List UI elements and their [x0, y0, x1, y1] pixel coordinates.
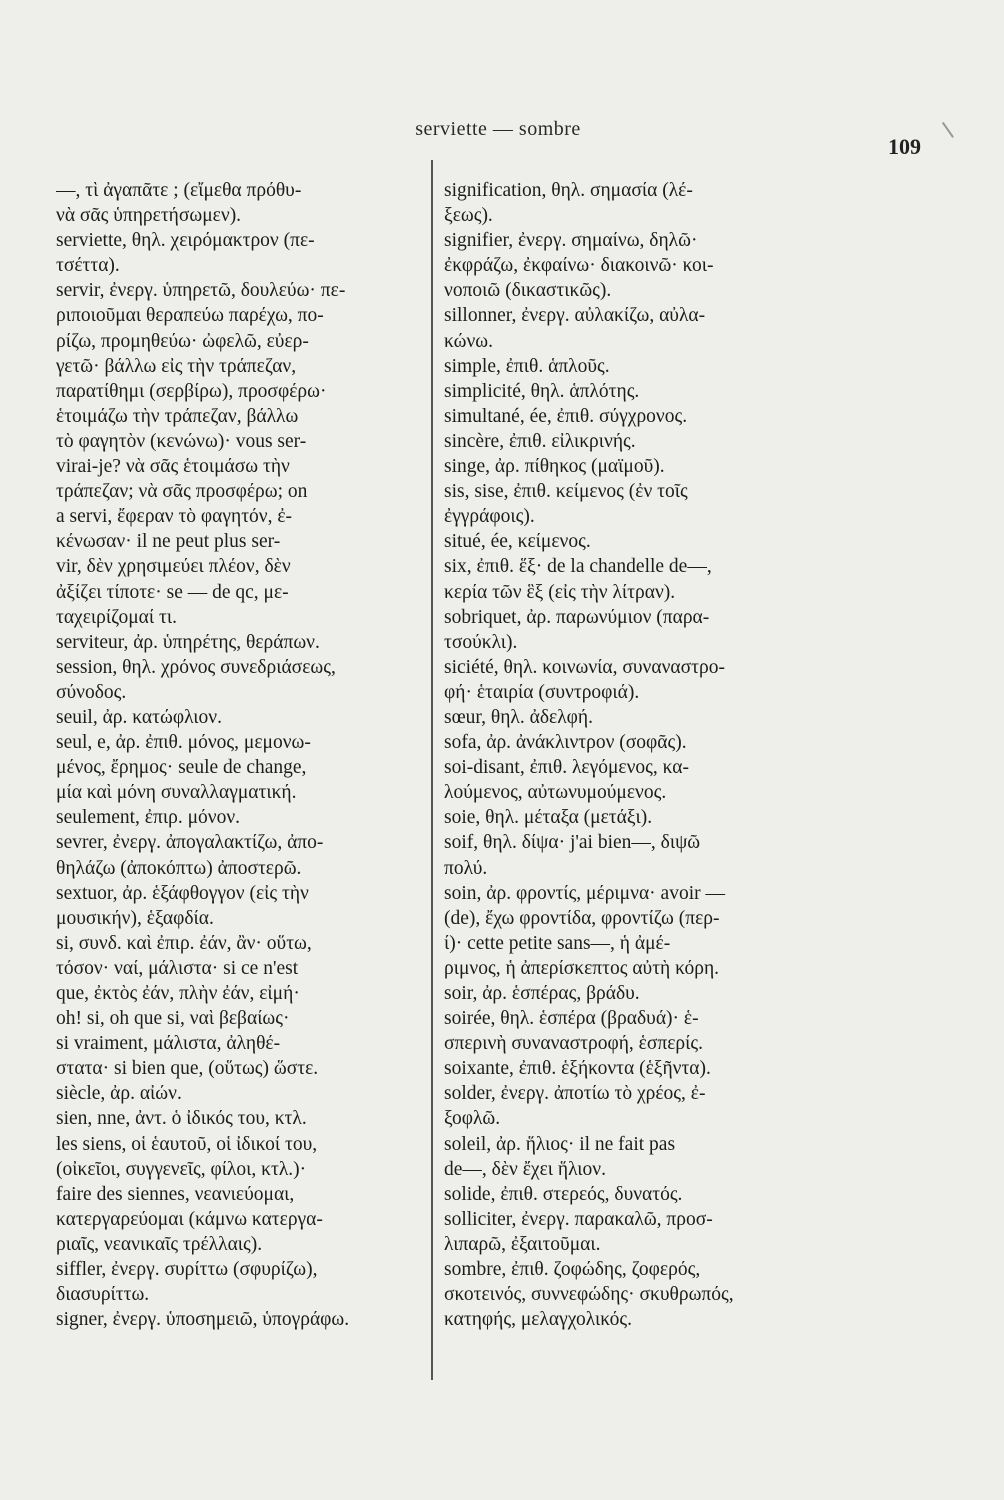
entry-line: ἀξίζει τίποτε· se — de qc, με- [56, 581, 289, 603]
entry-line: στατα· si bien que, (οὕτως) ὥστε. [56, 1058, 319, 1080]
entry-line: sextuor, ἀρ. ἑξάφθογγον (εἰς τὴν [56, 882, 309, 904]
entry-line: sillonner, ἐνεργ. αὐλακίζω, αὐλα- [444, 305, 706, 327]
entry-line: simplicité, θηλ. ἁπλότης. [444, 380, 640, 402]
entry-line: θηλάζω (ἀποκόπτω) ἀποστερῶ. [56, 857, 302, 879]
entry-line: soleil, ἀρ. ἥλιος· il ne fait pas [444, 1133, 676, 1155]
entry-line: τράπεζαν; νὰ σᾶς προσφέρω; on [56, 481, 308, 503]
entry-line: κώνω. [444, 330, 494, 352]
entry-line: six, ἐπιθ. ἕξ· de la chandelle de—, [444, 556, 712, 578]
entry-line: serviteur, ἀρ. ὑπηρέτης, θεράπων. [56, 631, 320, 653]
entry-line: session, θηλ. χρόνος συνεδριάσεως, [56, 656, 336, 678]
entry-line: siciété, θηλ. κοινωνία, συναναστρο- [444, 656, 725, 678]
entry-line: ἐκφράζω, ἐκφαίνω· διακοινῶ· κοι- [444, 255, 714, 277]
entry-line: ἑτοιμάζω τὴν τράπεζαν, βάλλω [56, 405, 299, 427]
entry-line: seulement, ἐπιρ. μόνον. [56, 807, 241, 829]
page-number: 109 [888, 134, 921, 159]
entry-line: sien, nne, ἀντ. ὁ ἰδικός του, κτλ. [56, 1108, 307, 1130]
entry-line: soirée, θηλ. ἑσπέρα (βραδυά)· ἑ- [444, 1008, 699, 1030]
entry-line: sofa, ἀρ. ἀνάκλιντρον (σοφᾶς). [444, 732, 687, 754]
entry-line: sis, sise, ἐπιθ. κείμενος (ἐν τοῖς [444, 481, 688, 503]
entry-line: μία καὶ μόνη συναλλαγματική. [56, 782, 297, 804]
entry-line: πολύ. [444, 857, 488, 879]
entry-line: σκοτεινός, συννεφώδης· σκυθρωπός, [444, 1284, 734, 1306]
entry-line: μένος, ἔρημος· seule de change, [56, 757, 307, 779]
entry-line: les siens, οἱ ἑαυτοῦ, οἱ ἰδικοί του, [56, 1133, 318, 1155]
entry-line: ριποιοῦμαι θεραπεύω παρέχω, πο- [56, 305, 324, 327]
entry-line: νοποιῶ (δικαστικῶς). [444, 280, 612, 302]
running-header: serviette — sombre [415, 118, 581, 140]
entry-line: solide, ἐπιθ. στερεός, δυνατός. [444, 1183, 683, 1205]
entry-line: ἐγγράφοις). [444, 506, 535, 528]
entry-line: ρίζω, προμηθεύω· ὠφελῶ, εὐερ- [56, 330, 309, 352]
entry-line: sincère, ἐπιθ. εἰλικρινής. [444, 430, 636, 452]
entry-line: σύνοδος. [56, 681, 127, 703]
entry-line: τόσον· ναί, μάλιστα· si ce n'est [56, 957, 299, 979]
entry-line: singe, ἀρ. πίθηκος (μαϊμοῦ). [444, 456, 665, 478]
entry-line: signer, ἐνεργ. ὑποσημειῶ, ὑπογράφω. [56, 1309, 350, 1331]
entry-line: soixante, ἐπιθ. ἑξήκοντα (ἑξῆντα). [444, 1058, 711, 1080]
entry-line: signification, θηλ. σημασία (λέ- [444, 180, 693, 201]
entry-line: signifier, ἐνεργ. σημαίνω, δηλῶ· [444, 230, 698, 252]
entry-line: situé, ée, κείμενος. [444, 531, 591, 553]
entry-line: servir, ἐνεργ. ὑπηρετῶ, δουλεύω· πε- [56, 280, 346, 302]
entry-line: κένωσαν· il ne peut plus ser- [56, 531, 281, 553]
entry-line: soif, θηλ. δίψα· j'ai bien—, διψῶ [444, 832, 701, 854]
entry-line: (de), ἔχω φροντίδα, φροντίζω (περ- [444, 907, 720, 929]
entry-line: serviette, θηλ. χειρόμακτρον (πε- [56, 230, 315, 252]
right-column [444, 178, 830, 1332]
entry-line: solder, ἐνεργ. ἀποτίω τὸ χρέος, ἐ- [444, 1083, 706, 1105]
entry-line: simultané, ée, ἐπιθ. σύγχρονος. [444, 405, 688, 427]
column-divider [431, 160, 433, 1380]
entry-line: μουσικήν), ἑξαφδία. [56, 907, 214, 929]
entry-line: κατεργαρεύομαι (κάμνω κατεργα- [56, 1208, 323, 1230]
entry-line: seuil, ἀρ. κατώφλιον. [56, 706, 222, 728]
entry-line: ταχειρίζομαί τι. [56, 606, 177, 628]
entry-line: ξοφλῶ. [444, 1108, 501, 1130]
entry-line: διασυρίττω. [56, 1284, 150, 1306]
entry-line: que, ἐκτὸς ἐάν, πλὴν ἐάν, εἰμή· [56, 983, 300, 1004]
left-column [56, 178, 436, 1332]
entry-line: λιπαρῶ, ἐξαιτοῦμαι. [444, 1233, 601, 1255]
entry-line: soir, ἀρ. ἑσπέρας, βράδυ. [444, 983, 640, 1004]
entry-line: παρατίθημι (σερβίρω), προσφέρω· [56, 380, 327, 402]
entry-line: faire des siennes, νεανιεύομαι, [56, 1183, 295, 1205]
entry-line: seul, e, ἀρ. ἐπιθ. μόνος, μεμονω- [56, 732, 311, 754]
entry-line: ξεως). [444, 205, 493, 227]
entry-line: γετῶ· βάλλω εἰς τὴν τράπεζαν, [56, 355, 297, 377]
entry-line: simple, ἐπιθ. ἁπλοῦς. [444, 355, 610, 377]
entry-line: sevrer, ἐνεργ. ἀπογαλακτίζω, ἀπο- [56, 832, 324, 854]
entry-line: soi-disant, ἐπιθ. λεγόμενος, κα- [444, 757, 690, 779]
entry-line: sobriquet, ἀρ. παρωνύμιον (παρα- [444, 606, 710, 628]
entry-line: τὸ φαγητὸν (κενώνω)· vous ser- [56, 430, 307, 452]
entry-line: sombre, ἐπιθ. ζοφώδης, ζοφερός, [444, 1259, 701, 1281]
corner-mark [942, 116, 962, 138]
entry-line: si vraiment, μάλιστα, ἀληθέ- [56, 1033, 281, 1055]
entry-line: virai-je? νὰ σᾶς ἑτοιμάσω τὴν [56, 456, 290, 478]
entry-line: τσούκλι). [444, 631, 518, 653]
entry-line: a servi, ἔφεραν τὸ φαγητόν, ἐ- [56, 506, 293, 528]
entry-line: τσέττα). [56, 255, 120, 277]
entry-line: vir, δὲν χρησιμεύει πλέον, δὲν [56, 556, 291, 578]
entry-line: ριαῖς, νεανικαῖς τρέλλαις). [56, 1233, 263, 1255]
entry-line: ί)· cette petite sans—, ἡ ἀμέ- [444, 932, 671, 954]
entry-line: soin, ἀρ. φροντίς, μέριμνα· avoir — [444, 882, 725, 904]
entry-line: siècle, ἀρ. αἰών. [56, 1083, 182, 1105]
entry-line: ριμνος, ἡ ἀπερίσκεπτος αὐτὴ κόρη. [444, 957, 720, 979]
entry-line: νὰ σᾶς ὑπηρετήσωμεν). [56, 205, 242, 227]
entry-line: κατηφής, μελαγχολικός. [444, 1309, 632, 1331]
entry-line: siffler, ἐνεργ. συρίττω (σφυρίζω), [56, 1259, 318, 1281]
entry-line: si, συνδ. καὶ ἐπιρ. ἐάν, ἂν· οὕτω, [56, 932, 312, 954]
entry-line: (οἰκεῖοι, συγγενεῖς, φίλοι, κτλ.)· [56, 1158, 307, 1180]
entry-line: —, τὶ ἀγαπᾶτε ; (εἴμεθα πρόθυ- [56, 180, 302, 201]
entry-line: φή· ἑταιρία (συντροφιά). [444, 681, 640, 703]
entry-line: σπερινὴ συναναστροφή, ἑσπερίς. [444, 1033, 703, 1055]
entry-line: de—, δὲν ἔχει ἥλιον. [444, 1158, 606, 1180]
entry-line: sœur, θηλ. ἀδελφή. [444, 706, 594, 728]
entry-line: soie, θηλ. μέταξα (μετάξι). [444, 807, 653, 829]
entry-line: λούμενος, αὐτωνυμούμενος. [444, 782, 667, 804]
entry-line: κερία τῶν ἓξ (εἰς τὴν λίτραν). [444, 581, 676, 603]
entry-line: oh! si, oh que si, ναὶ βεβαίως· [56, 1008, 290, 1030]
entry-line: solliciter, ἐνεργ. παρακαλῶ, προσ- [444, 1208, 713, 1230]
